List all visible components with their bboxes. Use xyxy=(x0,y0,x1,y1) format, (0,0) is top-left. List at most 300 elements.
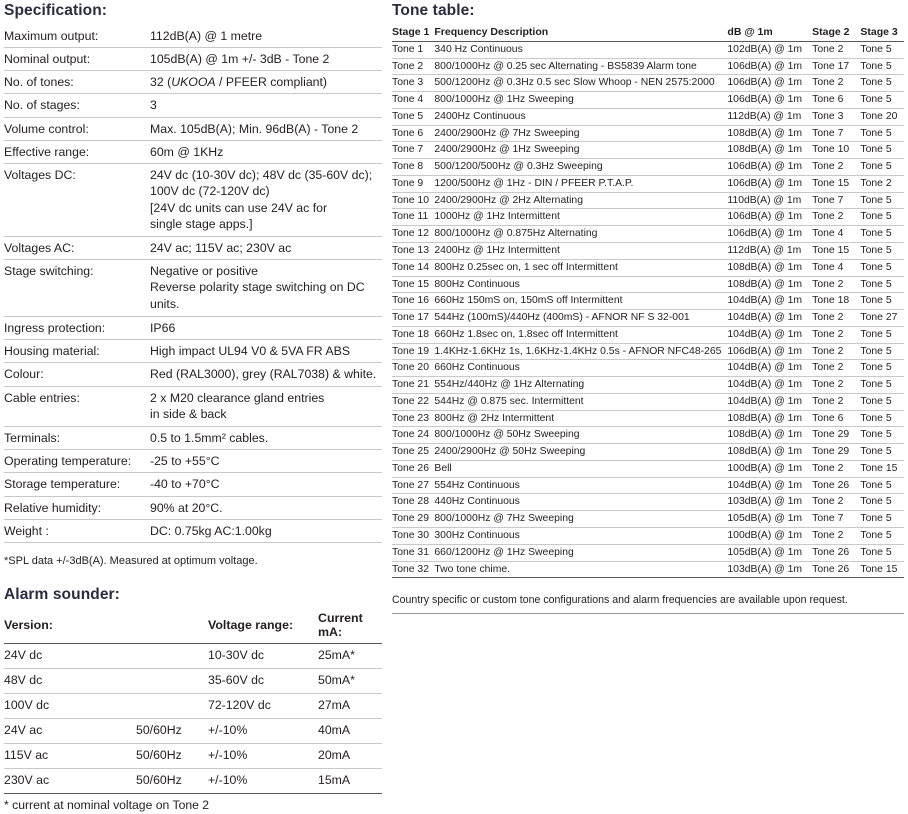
tone-stage-3: Tone 5 xyxy=(860,192,904,209)
table-row xyxy=(392,226,904,243)
column-header-frequency xyxy=(136,609,208,644)
alarm-current: 20mA xyxy=(318,744,382,769)
alarm-version: 48V dc xyxy=(4,669,136,694)
table-row xyxy=(392,175,904,192)
alarm-current: 15mA xyxy=(318,769,382,794)
alarm-current: 27mA xyxy=(318,694,382,719)
tone-frequency-description: 800/1000Hz @ 0.25 sec Alternating - BS5839 Alarm tone xyxy=(434,58,727,75)
tone-frequency-description: 500/1200Hz @ 0.3Hz 0.5 sec Slow Whoop - NEN 2575:2000 xyxy=(434,75,727,92)
tone-table xyxy=(392,25,904,579)
tone-stage-2: Tone 29 xyxy=(812,427,860,444)
tone-table-body xyxy=(392,41,904,578)
spec-label: Relative humidity: xyxy=(4,496,148,519)
table-row xyxy=(392,58,904,75)
table-row xyxy=(392,243,904,260)
spec-value-line: 32 (UKOOA / PFEER compliant) xyxy=(150,75,328,90)
table-row xyxy=(4,117,382,140)
alarm-version: 24V dc xyxy=(4,644,136,669)
spec-label: Terminals: xyxy=(4,426,148,449)
alarm-voltage-range: +/-10% xyxy=(208,719,318,744)
table-row xyxy=(4,140,382,163)
column-header-stage-3: Stage 3 xyxy=(860,25,904,42)
spec-label: No. of tones: xyxy=(4,71,148,94)
alarm-sounder-table-body xyxy=(4,644,382,794)
tone-db-at-1m: 104dB(A) @ 1m xyxy=(727,377,812,394)
tone-frequency-description: 554Hz Continuous xyxy=(434,477,727,494)
table-header-row xyxy=(4,609,382,644)
tone-stage-3: Tone 5 xyxy=(860,159,904,176)
alarm-sounder-table-head xyxy=(4,609,382,644)
tone-stage-2: Tone 6 xyxy=(812,410,860,427)
spec-value-line: 0.5 to 1.5mm² cables. xyxy=(150,430,269,445)
table-row xyxy=(392,326,904,343)
tone-stage-3: Tone 5 xyxy=(860,58,904,75)
tone-frequency-description: 660/1200Hz @ 1Hz Sweeping xyxy=(434,544,727,561)
tone-stage-3: Tone 5 xyxy=(860,494,904,511)
tone-stage-1: Tone 7 xyxy=(392,142,434,159)
spec-value xyxy=(148,94,382,117)
tone-db-at-1m: 108dB(A) @ 1m xyxy=(727,259,812,276)
spec-label: Storage temperature: xyxy=(4,473,148,496)
spec-value-line: Red (RAL3000), grey (RAL7038) & white. xyxy=(150,367,377,382)
tone-stage-1: Tone 18 xyxy=(392,326,434,343)
table-row xyxy=(392,460,904,477)
alarm-version: 24V ac xyxy=(4,719,136,744)
tone-frequency-description: 1200/500Hz @ 1Hz - DIN / PFEER P.T.A.P. xyxy=(434,175,727,192)
tone-db-at-1m: 106dB(A) @ 1m xyxy=(727,92,812,109)
tone-stage-1: Tone 14 xyxy=(392,259,434,276)
tone-stage-2: Tone 2 xyxy=(812,360,860,377)
table-row xyxy=(392,477,904,494)
tone-stage-2: Tone 17 xyxy=(812,58,860,75)
tone-stage-1: Tone 5 xyxy=(392,108,434,125)
tone-frequency-description: 800/1000Hz @ 50Hz Sweeping xyxy=(434,427,727,444)
tone-db-at-1m: 108dB(A) @ 1m xyxy=(727,427,812,444)
tone-stage-1: Tone 10 xyxy=(392,192,434,209)
spec-value-line: Negative or positive xyxy=(150,264,258,279)
spec-label: Colour: xyxy=(4,363,148,386)
tone-stage-2: Tone 6 xyxy=(812,92,860,109)
tone-stage-1: Tone 6 xyxy=(392,125,434,142)
tone-frequency-description: 1.4KHz-1.6KHz 1s, 1.6KHz-1.4KHz 0.5s - AFNOR NFC48-265 xyxy=(434,343,727,360)
tone-db-at-1m: 110dB(A) @ 1m xyxy=(727,192,812,209)
tone-stage-1: Tone 19 xyxy=(392,343,434,360)
tone-table-heading: Tone table: xyxy=(392,2,475,19)
spec-label: Weight : xyxy=(4,519,148,542)
tone-frequency-description: 660Hz 1.8sec on, 1.8sec off Intermittent xyxy=(434,326,727,343)
tone-stage-3: Tone 5 xyxy=(860,326,904,343)
tone-stage-1: Tone 26 xyxy=(392,460,434,477)
alarm-version: 230V ac xyxy=(4,769,136,794)
table-row xyxy=(4,694,382,719)
table-row xyxy=(392,276,904,293)
tone-frequency-description: 2400Hz @ 1Hz Intermittent xyxy=(434,243,727,260)
alarm-voltage-range: 35-60V dc xyxy=(208,669,318,694)
tone-frequency-description: 500/1200/500Hz @ 0.3Hz Sweeping xyxy=(434,159,727,176)
tone-db-at-1m: 104dB(A) @ 1m xyxy=(727,360,812,377)
tone-stage-1: Tone 13 xyxy=(392,243,434,260)
table-header-row xyxy=(392,25,904,42)
column-header-stage-2: Stage 2 xyxy=(812,25,860,42)
spec-label: Effective range: xyxy=(4,140,148,163)
spec-label: Operating temperature: xyxy=(4,450,148,473)
tone-db-at-1m: 108dB(A) @ 1m xyxy=(727,410,812,427)
tone-db-at-1m: 104dB(A) @ 1m xyxy=(727,477,812,494)
spec-value xyxy=(148,450,382,473)
tone-stage-2: Tone 3 xyxy=(812,108,860,125)
spec-value xyxy=(148,71,382,94)
spec-value-emphasis: UKOOA xyxy=(171,75,216,90)
tone-stage-1: Tone 27 xyxy=(392,477,434,494)
tone-db-at-1m: 108dB(A) @ 1m xyxy=(727,125,812,142)
spl-footnote: *SPL data +/-3dB(A). Measured at optimum voltage. xyxy=(4,555,258,568)
tone-frequency-description: 440Hz Continuous xyxy=(434,494,727,511)
table-row xyxy=(4,386,382,426)
tone-db-at-1m: 103dB(A) @ 1m xyxy=(727,494,812,511)
spec-label: Cable entries: xyxy=(4,386,148,426)
table-row xyxy=(392,159,904,176)
tone-stage-1: Tone 17 xyxy=(392,310,434,327)
alarm-current: 40mA xyxy=(318,719,382,744)
tone-db-at-1m: 102dB(A) @ 1m xyxy=(727,41,812,58)
spec-value-line: DC: 0.75kg AC:1.00kg xyxy=(150,523,272,538)
tone-stage-1: Tone 9 xyxy=(392,175,434,192)
table-row xyxy=(392,360,904,377)
table-row xyxy=(4,473,382,496)
spec-value-line: Reverse polarity stage switching on DC units. xyxy=(150,280,365,311)
spec-value xyxy=(148,363,382,386)
spec-value xyxy=(148,316,382,339)
alarm-sounder-heading: Alarm sounder: xyxy=(4,586,120,604)
table-row xyxy=(392,310,904,327)
tone-stage-2: Tone 2 xyxy=(812,377,860,394)
tone-table-head xyxy=(392,25,904,42)
tone-frequency-description: 800Hz Continuous xyxy=(434,276,727,293)
tone-frequency-description: Bell xyxy=(434,460,727,477)
tone-stage-3: Tone 5 xyxy=(860,477,904,494)
spec-value xyxy=(148,426,382,449)
tone-stage-3: Tone 5 xyxy=(860,75,904,92)
tone-db-at-1m: 104dB(A) @ 1m xyxy=(727,310,812,327)
tone-db-at-1m: 104dB(A) @ 1m xyxy=(727,393,812,410)
table-row xyxy=(392,209,904,226)
tone-db-at-1m: 112dB(A) @ 1m xyxy=(727,243,812,260)
tone-frequency-description: 340 Hz Continuous xyxy=(434,41,727,58)
tone-frequency-description: 2400Hz Continuous xyxy=(434,108,727,125)
specification-table xyxy=(4,25,382,543)
tone-stage-3: Tone 5 xyxy=(860,528,904,545)
alarm-version: 100V dc xyxy=(4,694,136,719)
spec-value xyxy=(148,237,382,260)
tone-stage-3: Tone 2 xyxy=(860,175,904,192)
tone-stage-2: Tone 2 xyxy=(812,75,860,92)
table-row xyxy=(4,669,382,694)
table-row xyxy=(4,71,382,94)
table-row xyxy=(392,544,904,561)
tone-db-at-1m: 108dB(A) @ 1m xyxy=(727,444,812,461)
table-row xyxy=(4,363,382,386)
column-header-voltage-range: Voltage range: xyxy=(208,609,318,644)
column-header-version: Version: xyxy=(4,609,136,644)
tone-stage-1: Tone 20 xyxy=(392,360,434,377)
table-row xyxy=(4,769,382,794)
table-row xyxy=(392,192,904,209)
tone-stage-1: Tone 31 xyxy=(392,544,434,561)
alarm-frequency xyxy=(136,644,208,669)
right-column xyxy=(392,2,904,614)
tone-stage-2: Tone 2 xyxy=(812,393,860,410)
table-row xyxy=(4,496,382,519)
spec-value xyxy=(148,340,382,363)
tone-db-at-1m: 106dB(A) @ 1m xyxy=(727,209,812,226)
table-row xyxy=(392,259,904,276)
tone-frequency-description: Two tone chime. xyxy=(434,561,727,578)
specification-table-body xyxy=(4,25,382,543)
spec-value xyxy=(148,496,382,519)
tone-stage-2: Tone 2 xyxy=(812,326,860,343)
spec-value-line: in side & back xyxy=(150,406,227,421)
tone-stage-1: Tone 1 xyxy=(392,41,434,58)
table-row xyxy=(4,519,382,542)
tone-stage-2: Tone 2 xyxy=(812,276,860,293)
tone-stage-2: Tone 2 xyxy=(812,494,860,511)
spec-value xyxy=(148,140,382,163)
tone-stage-3: Tone 5 xyxy=(860,360,904,377)
table-row xyxy=(392,494,904,511)
tone-frequency-description: 2400/2900Hz @ 1Hz Sweeping xyxy=(434,142,727,159)
tone-frequency-description: 800/1000Hz @ 1Hz Sweeping xyxy=(434,92,727,109)
spec-value xyxy=(148,117,382,140)
table-row xyxy=(392,427,904,444)
tone-stage-2: Tone 2 xyxy=(812,209,860,226)
tone-stage-1: Tone 2 xyxy=(392,58,434,75)
tone-stage-1: Tone 4 xyxy=(392,92,434,109)
left-column xyxy=(4,2,382,814)
tone-stage-1: Tone 23 xyxy=(392,410,434,427)
tone-stage-1: Tone 3 xyxy=(392,75,434,92)
tone-stage-3: Tone 5 xyxy=(860,393,904,410)
tone-stage-1: Tone 16 xyxy=(392,293,434,310)
spec-value-line: 24V ac; 115V ac; 230V ac xyxy=(150,241,292,255)
tone-db-at-1m: 105dB(A) @ 1m xyxy=(727,544,812,561)
alarm-frequency xyxy=(136,694,208,719)
tone-db-at-1m: 108dB(A) @ 1m xyxy=(727,276,812,293)
tone-db-at-1m: 103dB(A) @ 1m xyxy=(727,561,812,578)
spec-value xyxy=(148,473,382,496)
alarm-current: 50mA* xyxy=(318,669,382,694)
tone-stage-2: Tone 15 xyxy=(812,243,860,260)
spec-value-line: single stage apps.] xyxy=(150,216,253,231)
spec-label: Ingress protection: xyxy=(4,316,148,339)
spec-label: Housing material: xyxy=(4,340,148,363)
table-row xyxy=(4,25,382,48)
tone-stage-3: Tone 5 xyxy=(860,276,904,293)
tone-stage-2: Tone 7 xyxy=(812,125,860,142)
tone-frequency-description: 800Hz @ 2Hz Intermittent xyxy=(434,410,727,427)
tone-frequency-description: 800/1000Hz @ 0.875Hz Alternating xyxy=(434,226,727,243)
table-row xyxy=(4,164,382,237)
tone-stage-3: Tone 5 xyxy=(860,511,904,528)
tone-db-at-1m: 100dB(A) @ 1m xyxy=(727,460,812,477)
table-row xyxy=(4,260,382,317)
spec-label: Volume control: xyxy=(4,117,148,140)
tone-db-at-1m: 106dB(A) @ 1m xyxy=(727,75,812,92)
table-row xyxy=(4,744,382,769)
tone-db-at-1m: 100dB(A) @ 1m xyxy=(727,528,812,545)
tone-stage-1: Tone 29 xyxy=(392,511,434,528)
tone-stage-1: Tone 30 xyxy=(392,528,434,545)
tone-stage-3: Tone 5 xyxy=(860,343,904,360)
tone-stage-3: Tone 27 xyxy=(860,310,904,327)
table-row xyxy=(4,426,382,449)
spec-value xyxy=(148,164,382,237)
tone-db-at-1m: 106dB(A) @ 1m xyxy=(727,58,812,75)
column-header-stage-1: Stage 1 xyxy=(392,25,434,42)
tone-stage-1: Tone 32 xyxy=(392,561,434,578)
spec-value-line: 90% at 20°C. xyxy=(150,500,223,515)
tone-frequency-description: 544Hz @ 0.875 sec. Intermittent xyxy=(434,393,727,410)
tone-frequency-description: 300Hz Continuous xyxy=(434,528,727,545)
table-row xyxy=(392,75,904,92)
table-row xyxy=(392,528,904,545)
tone-frequency-description: 2400/2900Hz @ 50Hz Sweeping xyxy=(434,444,727,461)
column-header-db-at-1m: dB @ 1m xyxy=(727,25,812,42)
tone-stage-3: Tone 15 xyxy=(860,561,904,578)
tone-stage-3: Tone 5 xyxy=(860,209,904,226)
table-row xyxy=(4,719,382,744)
tone-frequency-description: 660Hz 150mS on, 150mS off Intermittent xyxy=(434,293,727,310)
table-row xyxy=(392,377,904,394)
tone-stage-3: Tone 5 xyxy=(860,125,904,142)
alarm-frequency: 50/60Hz xyxy=(136,719,208,744)
spec-label: Nominal output: xyxy=(4,48,148,71)
column-header-current: Current mA: xyxy=(318,609,382,644)
table-row xyxy=(392,393,904,410)
tone-stage-2: Tone 4 xyxy=(812,259,860,276)
tone-stage-3: Tone 20 xyxy=(860,108,904,125)
spec-label: Voltages AC: xyxy=(4,237,148,260)
tone-stage-2: Tone 26 xyxy=(812,561,860,578)
alarm-frequency: 50/60Hz xyxy=(136,769,208,794)
table-row xyxy=(392,343,904,360)
tone-stage-3: Tone 5 xyxy=(860,142,904,159)
tone-frequency-description: 554Hz/440Hz @ 1Hz Alternating xyxy=(434,377,727,394)
tone-stage-1: Tone 22 xyxy=(392,393,434,410)
table-row xyxy=(392,561,904,578)
spec-value-line: High impact UL94 V0 & 5VA FR ABS xyxy=(150,344,351,359)
spec-value-line: -40 to +70°C xyxy=(150,477,220,492)
alarm-voltage-range: +/-10% xyxy=(208,769,318,794)
table-row xyxy=(392,410,904,427)
tone-stage-3: Tone 5 xyxy=(860,243,904,260)
tone-stage-2: Tone 7 xyxy=(812,511,860,528)
tone-stage-1: Tone 12 xyxy=(392,226,434,243)
tone-stage-2: Tone 29 xyxy=(812,444,860,461)
table-row xyxy=(392,293,904,310)
tone-stage-2: Tone 10 xyxy=(812,142,860,159)
spec-value-line: 3 xyxy=(150,98,157,113)
alarm-voltage-range: +/-10% xyxy=(208,744,318,769)
tone-stage-2: Tone 7 xyxy=(812,192,860,209)
tone-stage-2: Tone 4 xyxy=(812,226,860,243)
tone-db-at-1m: 105dB(A) @ 1m xyxy=(727,511,812,528)
alarm-version: 115V ac xyxy=(4,744,136,769)
tone-db-at-1m: 108dB(A) @ 1m xyxy=(727,142,812,159)
spec-value-line: Max. 105dB(A); Min. 96dB(A) - Tone 2 xyxy=(150,121,359,136)
table-row xyxy=(4,450,382,473)
tone-db-at-1m: 104dB(A) @ 1m xyxy=(727,326,812,343)
spec-value xyxy=(148,260,382,317)
tone-stage-1: Tone 25 xyxy=(392,444,434,461)
tone-frequency-description: 800Hz 0.25sec on, 1 sec off Intermittent xyxy=(434,259,727,276)
tone-stage-2: Tone 26 xyxy=(812,544,860,561)
tone-stage-1: Tone 15 xyxy=(392,276,434,293)
spec-value-line: [24V dc units can use 24V ac for xyxy=(150,200,328,215)
tone-stage-2: Tone 15 xyxy=(812,175,860,192)
tone-db-at-1m: 106dB(A) @ 1m xyxy=(727,343,812,360)
tone-stage-1: Tone 24 xyxy=(392,427,434,444)
spec-value xyxy=(148,386,382,426)
spec-value-line: 105dB(A) @ 1m +/- 3dB - Tone 2 xyxy=(150,52,330,67)
tone-stage-3: Tone 5 xyxy=(860,410,904,427)
tone-db-at-1m: 112dB(A) @ 1m xyxy=(727,108,812,125)
alarm-voltage-range: 72-120V dc xyxy=(208,694,318,719)
alarm-sounder-table xyxy=(4,609,382,794)
spec-label: Maximum output: xyxy=(4,25,148,48)
tone-frequency-description: 800/1000Hz @ 7Hz Sweeping xyxy=(434,511,727,528)
tone-stage-3: Tone 5 xyxy=(860,377,904,394)
tone-db-at-1m: 106dB(A) @ 1m xyxy=(727,226,812,243)
tone-stage-3: Tone 15 xyxy=(860,460,904,477)
spec-label: No. of stages: xyxy=(4,94,148,117)
spec-label: Stage switching: xyxy=(4,260,148,317)
tone-stage-2: Tone 18 xyxy=(812,293,860,310)
table-row xyxy=(392,444,904,461)
table-row xyxy=(4,48,382,71)
spec-value-line: 24V dc (10-30V dc); 48V dc (35-60V dc); xyxy=(150,168,373,183)
spec-value-line: -25 to +55°C xyxy=(150,454,220,469)
alarm-frequency: 50/60Hz xyxy=(136,744,208,769)
table-row xyxy=(4,94,382,117)
tone-stage-2: Tone 2 xyxy=(812,343,860,360)
tone-stage-3: Tone 5 xyxy=(860,293,904,310)
tone-stage-3: Tone 5 xyxy=(860,226,904,243)
tone-stage-1: Tone 11 xyxy=(392,209,434,226)
spec-value xyxy=(148,519,382,542)
tone-stage-3: Tone 5 xyxy=(860,444,904,461)
table-row xyxy=(392,41,904,58)
spec-value-line: 112dB(A) @ 1 metre xyxy=(150,28,263,43)
spec-value xyxy=(148,25,382,48)
alarm-current: 25mA* xyxy=(318,644,382,669)
tone-frequency-description: 544Hz (100mS)/440Hz (400mS) - AFNOR NF S 32-001 xyxy=(434,310,727,327)
table-row xyxy=(4,644,382,669)
specification-heading: Specification: xyxy=(4,2,108,19)
tone-stage-2: Tone 2 xyxy=(812,41,860,58)
tone-frequency-description: 2400/2900Hz @ 7Hz Sweeping xyxy=(434,125,727,142)
spec-value-line: 2 x M20 clearance gland entries xyxy=(150,390,325,405)
spec-value-line: 60m @ 1KHz xyxy=(150,144,224,159)
tone-stage-3: Tone 5 xyxy=(860,259,904,276)
tone-stage-3: Tone 5 xyxy=(860,92,904,109)
tone-stage-1: Tone 8 xyxy=(392,159,434,176)
table-row xyxy=(392,108,904,125)
tone-stage-2: Tone 2 xyxy=(812,159,860,176)
tone-db-at-1m: 104dB(A) @ 1m xyxy=(727,293,812,310)
table-row xyxy=(4,316,382,339)
tone-stage-2: Tone 2 xyxy=(812,310,860,327)
tone-stage-2: Tone 2 xyxy=(812,528,860,545)
